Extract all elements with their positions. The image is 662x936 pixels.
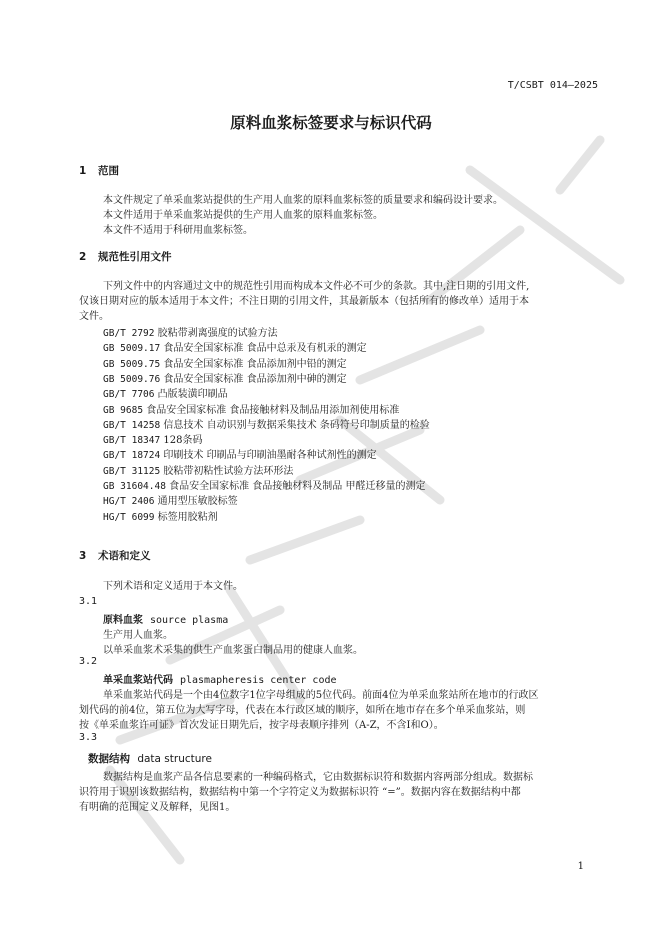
term-heading	[88, 751, 212, 766]
term-en: source plasma	[149, 615, 229, 626]
reference-item	[103, 446, 377, 461]
reference-title: 凸版装潢印刷品	[157, 389, 228, 401]
reference-code: HG/T 6099	[103, 511, 155, 523]
paragraph: 下列文件中的内容通过文中的规范性引用而构成本文件必不可少的条款。其中,注日期的引用文件,	[103, 281, 530, 292]
reference-title: 128条码	[163, 435, 203, 447]
term-heading	[103, 671, 337, 686]
term-en: plasmapheresis center code	[179, 675, 337, 686]
paragraph: 数据结构是血浆产品各信息要素的一种编码格式，它由数据标识符和数据内容两部分组成。数据标	[103, 772, 533, 783]
paragraph: 本文件规定了单采血浆站提供的生产用人血浆的原料血浆标签的质量要求和编码设计要求。	[103, 195, 503, 206]
reference-code: GB/T 7706	[103, 389, 155, 401]
paragraph: 下列术语和定义适用于本文件。	[103, 581, 243, 592]
paragraph: 有明确的范围定义及解释，见图1。	[79, 802, 236, 813]
reference-item	[103, 370, 347, 385]
reference-item	[103, 492, 238, 507]
reference-title: 食品安全国家标准 食品添加剂中砷的测定	[163, 373, 347, 385]
section-number: 3	[79, 550, 87, 562]
section-title: 规范性引用文件	[98, 251, 172, 263]
reference-code: HG/T 2406	[103, 496, 155, 508]
paragraph: 文件。	[79, 311, 109, 322]
section-3-heading	[79, 548, 151, 563]
reference-code: GB/T 31125	[103, 465, 161, 477]
reference-item	[103, 324, 278, 339]
reference-item	[103, 431, 202, 446]
term-number: 3.1	[79, 596, 98, 607]
reference-code: GB/T 18724	[103, 450, 161, 462]
term-number: 3.3	[79, 732, 98, 743]
reference-code: GB/T 14258	[103, 419, 161, 431]
paragraph: 划代码的前4位，第五位为大写字母，代表在本行政区域的顺序，如所在地市存在多个单采血浆站，则	[79, 705, 526, 716]
reference-title: 食品安全国家标准 食品添加剂中铅的测定	[163, 358, 347, 370]
reference-title: 标签用胶粘剂	[157, 511, 218, 523]
term-zh: 数据结构	[88, 753, 130, 765]
standard-code: T/CSBT 014—2025	[507, 80, 598, 91]
paragraph: 单采血浆站代码是一个由4位数字1位字母组成的5位代码。前面4位为单采血浆站所在地市的行政区	[103, 690, 539, 701]
reference-code: GB 9685	[103, 404, 144, 416]
section-number: 2	[79, 251, 87, 263]
term-heading	[103, 611, 228, 626]
paragraph: 仅该日期对应的版本适用于本文件；不注日期的引用文件，其最新版本（包括所有的修改单）适用于本	[79, 296, 529, 307]
reference-item	[103, 462, 293, 477]
section-title: 术语和定义	[98, 550, 151, 562]
reference-code: GB/T 2792	[103, 328, 155, 339]
term-number: 3.2	[79, 656, 98, 667]
paragraph: 按《单采血浆许可证》首次发证日期先后，按字母表顺序排列（A-Z，不含I和O）。	[79, 720, 444, 731]
reference-item	[103, 339, 367, 354]
reference-title: 胶粘带初粘性试验方法环形法	[163, 465, 294, 477]
reference-item	[103, 401, 399, 416]
paragraph: 以单采血浆术采集的供生产血浆蛋白制品用的健康人血浆。	[103, 645, 363, 656]
reference-title: 食品安全国家标准 食品中总汞及有机汞的测定	[163, 343, 367, 355]
reference-title: 通用型压敏胶标签	[157, 496, 238, 508]
section-number: 1	[79, 165, 87, 177]
section-2-heading	[79, 249, 172, 264]
reference-title: 食品安全国家标准 食品接触材料及制品用添加剂使用标准	[146, 404, 400, 416]
reference-item	[103, 355, 347, 370]
reference-code: GB 5009.75	[103, 358, 161, 370]
reference-title: 胶粘带剥离强度的试验方法	[157, 328, 278, 339]
reference-title: 信息技术 自动识别与数据采集技术 条码符号印制质量的检验	[163, 419, 430, 431]
reference-item	[103, 477, 425, 492]
reference-code: GB 5009.76	[103, 373, 161, 385]
page-number: 1	[577, 861, 584, 872]
reference-item	[103, 385, 228, 400]
paragraph: 本文件适用于单采血浆站提供的生产用人血浆的原料血浆标签。	[103, 210, 383, 221]
reference-item	[103, 416, 430, 431]
reference-code: GB 5009.17	[103, 343, 161, 355]
section-1-heading	[79, 163, 119, 178]
reference-code: GB/T 18347	[103, 435, 161, 447]
reference-title: 印刷技术 印刷品与印刷油墨耐各种试剂性的测定	[163, 450, 377, 462]
reference-code: GB 31604.48	[103, 481, 166, 492]
paragraph: 生产用人血浆。	[103, 630, 173, 641]
paragraph: 本文件不适用于科研用血浆标签。	[103, 225, 253, 236]
term-zh: 原料血浆	[103, 615, 143, 626]
paragraph: 识符用于识别该数据结构，数据结构中第一个字符定义为数据标识符 “=”。数据内容在数据结构中都	[79, 787, 521, 798]
reference-item	[103, 508, 218, 523]
reference-title: 食品安全国家标准 食品接触材料及制品 甲醛迁移量的测定	[169, 481, 426, 492]
document-title: 原料血浆标签要求与标识代码	[230, 114, 432, 132]
term-en: data structure	[137, 753, 212, 765]
term-zh: 单采血浆站代码	[103, 675, 173, 686]
section-title: 范围	[98, 165, 119, 177]
